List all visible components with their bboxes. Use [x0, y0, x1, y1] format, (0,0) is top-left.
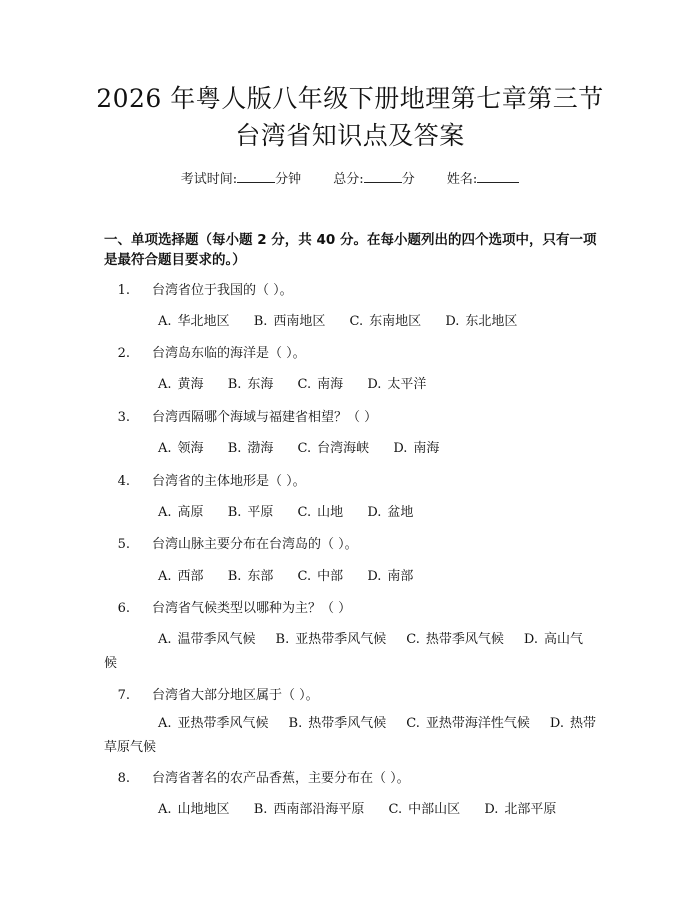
option-letter: D.	[549, 716, 564, 731]
option	[406, 632, 504, 647]
exam-time-blank	[237, 170, 275, 183]
question-text: 台湾山脉主要分布在台湾岛的（ ）。	[152, 537, 358, 552]
option-letter: D.	[523, 632, 538, 647]
option-text: 东南地区	[369, 314, 422, 329]
option-letter: B.	[253, 314, 268, 329]
question-options	[104, 310, 604, 334]
option	[228, 441, 274, 456]
exam-time-field	[181, 170, 301, 186]
question-number: 6.	[117, 601, 130, 616]
option-text: 盆地	[387, 505, 414, 520]
option	[254, 314, 326, 329]
question-number: 8.	[117, 771, 130, 786]
option-letter: B.	[227, 569, 242, 584]
option-letter: C.	[297, 441, 312, 456]
section-heading: 一、单项选择题（每小题 2 分，共 40 分。在每小题列出的四个选项中，只有一项是最符合题目要求的。）	[104, 232, 597, 268]
question	[104, 406, 604, 430]
question-text: 台湾省气候类型以哪种为主？（ ）	[152, 601, 352, 616]
option	[254, 802, 365, 817]
option	[228, 569, 274, 584]
option-letter: A.	[158, 441, 172, 456]
exam-score-unit: 分	[401, 172, 415, 187]
question	[104, 533, 604, 557]
option-letter: C.	[297, 377, 312, 392]
question-text: 台湾岛东临的海洋是（ ）。	[152, 346, 306, 361]
option-text: 高山气候	[104, 632, 583, 671]
option-letter: B.	[227, 441, 242, 456]
option	[298, 505, 344, 520]
exam-score-field	[333, 170, 414, 186]
document-title-line-1: 2026 年粤人版八年级下册地理第七章第三节	[96, 84, 604, 113]
question-text: 台湾省著名的农产品香蕉，主要分布在（ ）。	[152, 771, 410, 786]
option-letter: A.	[158, 505, 172, 520]
question-number: 1.	[117, 283, 130, 298]
option-text: 热带季风气候	[308, 716, 387, 731]
exam-time-label: 考试时间:	[180, 172, 238, 187]
question-options	[104, 437, 604, 461]
option	[158, 802, 230, 817]
question-text: 台湾省的主体地形是（ ）。	[152, 474, 306, 489]
question-number: 2.	[117, 346, 130, 361]
option-letter: A.	[158, 716, 172, 731]
option	[406, 716, 530, 731]
option-text: 平原	[247, 505, 274, 520]
option-text: 太平洋	[387, 377, 427, 392]
option-letter: B.	[288, 716, 303, 731]
option-text: 山地地区	[177, 802, 230, 817]
option-text: 西南地区	[273, 314, 326, 329]
option	[298, 441, 370, 456]
option-text: 山地	[317, 505, 344, 520]
option-text: 南部	[387, 569, 414, 584]
option	[298, 569, 344, 584]
option-text: 华北地区	[177, 314, 230, 329]
option-text: 亚热带季风气候	[177, 716, 269, 731]
option-text: 热带季风气候	[425, 632, 504, 647]
option-text: 南海	[413, 441, 440, 456]
question	[104, 470, 604, 494]
option-text: 东海	[247, 377, 274, 392]
option-text: 西南部沿海平原	[273, 802, 365, 817]
option-letter: A.	[158, 314, 172, 329]
option-text: 中部	[317, 569, 344, 584]
option	[158, 569, 204, 584]
option	[484, 802, 556, 817]
question-options	[104, 712, 604, 760]
exam-info-line	[0, 170, 700, 186]
option-text: 渤海	[247, 441, 274, 456]
question	[104, 597, 604, 621]
question-options	[104, 798, 604, 822]
option-text: 热带草原气候	[104, 716, 596, 755]
option-letter: B.	[227, 377, 242, 392]
option-text: 东北地区	[465, 314, 518, 329]
option-text: 黄海	[177, 377, 204, 392]
option-letter: C.	[297, 569, 312, 584]
option	[367, 505, 413, 520]
option-text: 西部	[177, 569, 204, 584]
question	[104, 767, 604, 791]
option-letter: C.	[388, 802, 403, 817]
option-text: 东部	[247, 569, 274, 584]
question-number: 5.	[117, 537, 130, 552]
question	[104, 684, 604, 708]
question-number: 3.	[117, 410, 130, 425]
question-options	[104, 501, 604, 525]
option	[389, 802, 461, 817]
option-letter: A.	[158, 632, 172, 647]
option	[367, 377, 426, 392]
question-text: 台湾省大部分地区属于（ ）。	[152, 688, 319, 703]
question-number: 7.	[117, 688, 130, 703]
option	[158, 377, 204, 392]
option-text: 领海	[177, 441, 204, 456]
option	[158, 441, 204, 456]
option-text: 中部山区	[408, 802, 461, 817]
question	[104, 342, 604, 366]
option-letter: B.	[275, 632, 290, 647]
option-letter: A.	[158, 569, 172, 584]
option	[298, 377, 344, 392]
question-options	[104, 373, 604, 397]
option-letter: C.	[349, 314, 364, 329]
option-letter: D.	[367, 377, 382, 392]
option-letter: B.	[253, 802, 268, 817]
option	[367, 569, 413, 584]
question	[104, 279, 604, 303]
option	[289, 716, 387, 731]
option	[228, 505, 274, 520]
option-text: 高原	[177, 505, 204, 520]
question-text: 台湾西隔哪个海域与福建省相望？（ ）	[152, 410, 378, 425]
option-letter: D.	[367, 505, 382, 520]
document-title-line-2: 台湾省知识点及答案	[235, 121, 465, 150]
option	[158, 505, 204, 520]
exam-time-unit: 分钟	[275, 172, 302, 187]
question-options	[104, 628, 604, 676]
option	[228, 377, 274, 392]
option-text: 温带季风气候	[177, 632, 256, 647]
option-letter: C.	[406, 632, 420, 647]
option-letter: B.	[227, 505, 242, 520]
option	[350, 314, 422, 329]
question-options	[104, 565, 604, 589]
option-letter: C.	[297, 505, 312, 520]
option	[276, 632, 387, 647]
exam-name-field	[447, 170, 519, 186]
option-text: 亚热带季风气候	[295, 632, 387, 647]
exam-name-label: 姓名:	[446, 172, 478, 187]
exam-score-blank	[364, 170, 402, 183]
option-text: 亚热带海洋性气候	[425, 716, 530, 731]
option-text: 南海	[317, 377, 344, 392]
exam-score-label: 总分:	[333, 172, 364, 187]
option	[158, 632, 256, 647]
option	[158, 314, 230, 329]
option-letter: A.	[158, 802, 172, 817]
option-letter: D.	[445, 314, 460, 329]
option-letter: A.	[158, 377, 172, 392]
question-number: 4.	[117, 474, 130, 489]
option	[158, 716, 269, 731]
option-text: 北部平原	[504, 802, 557, 817]
option-letter: D.	[367, 569, 382, 584]
exam-name-blank	[477, 170, 519, 183]
option	[393, 441, 439, 456]
option-letter: D.	[393, 441, 408, 456]
question-text: 台湾省位于我国的（ ）。	[152, 283, 293, 298]
option-letter: C.	[406, 716, 420, 731]
option	[445, 314, 517, 329]
option-letter: D.	[484, 802, 499, 817]
option-text: 台湾海峡	[317, 441, 370, 456]
